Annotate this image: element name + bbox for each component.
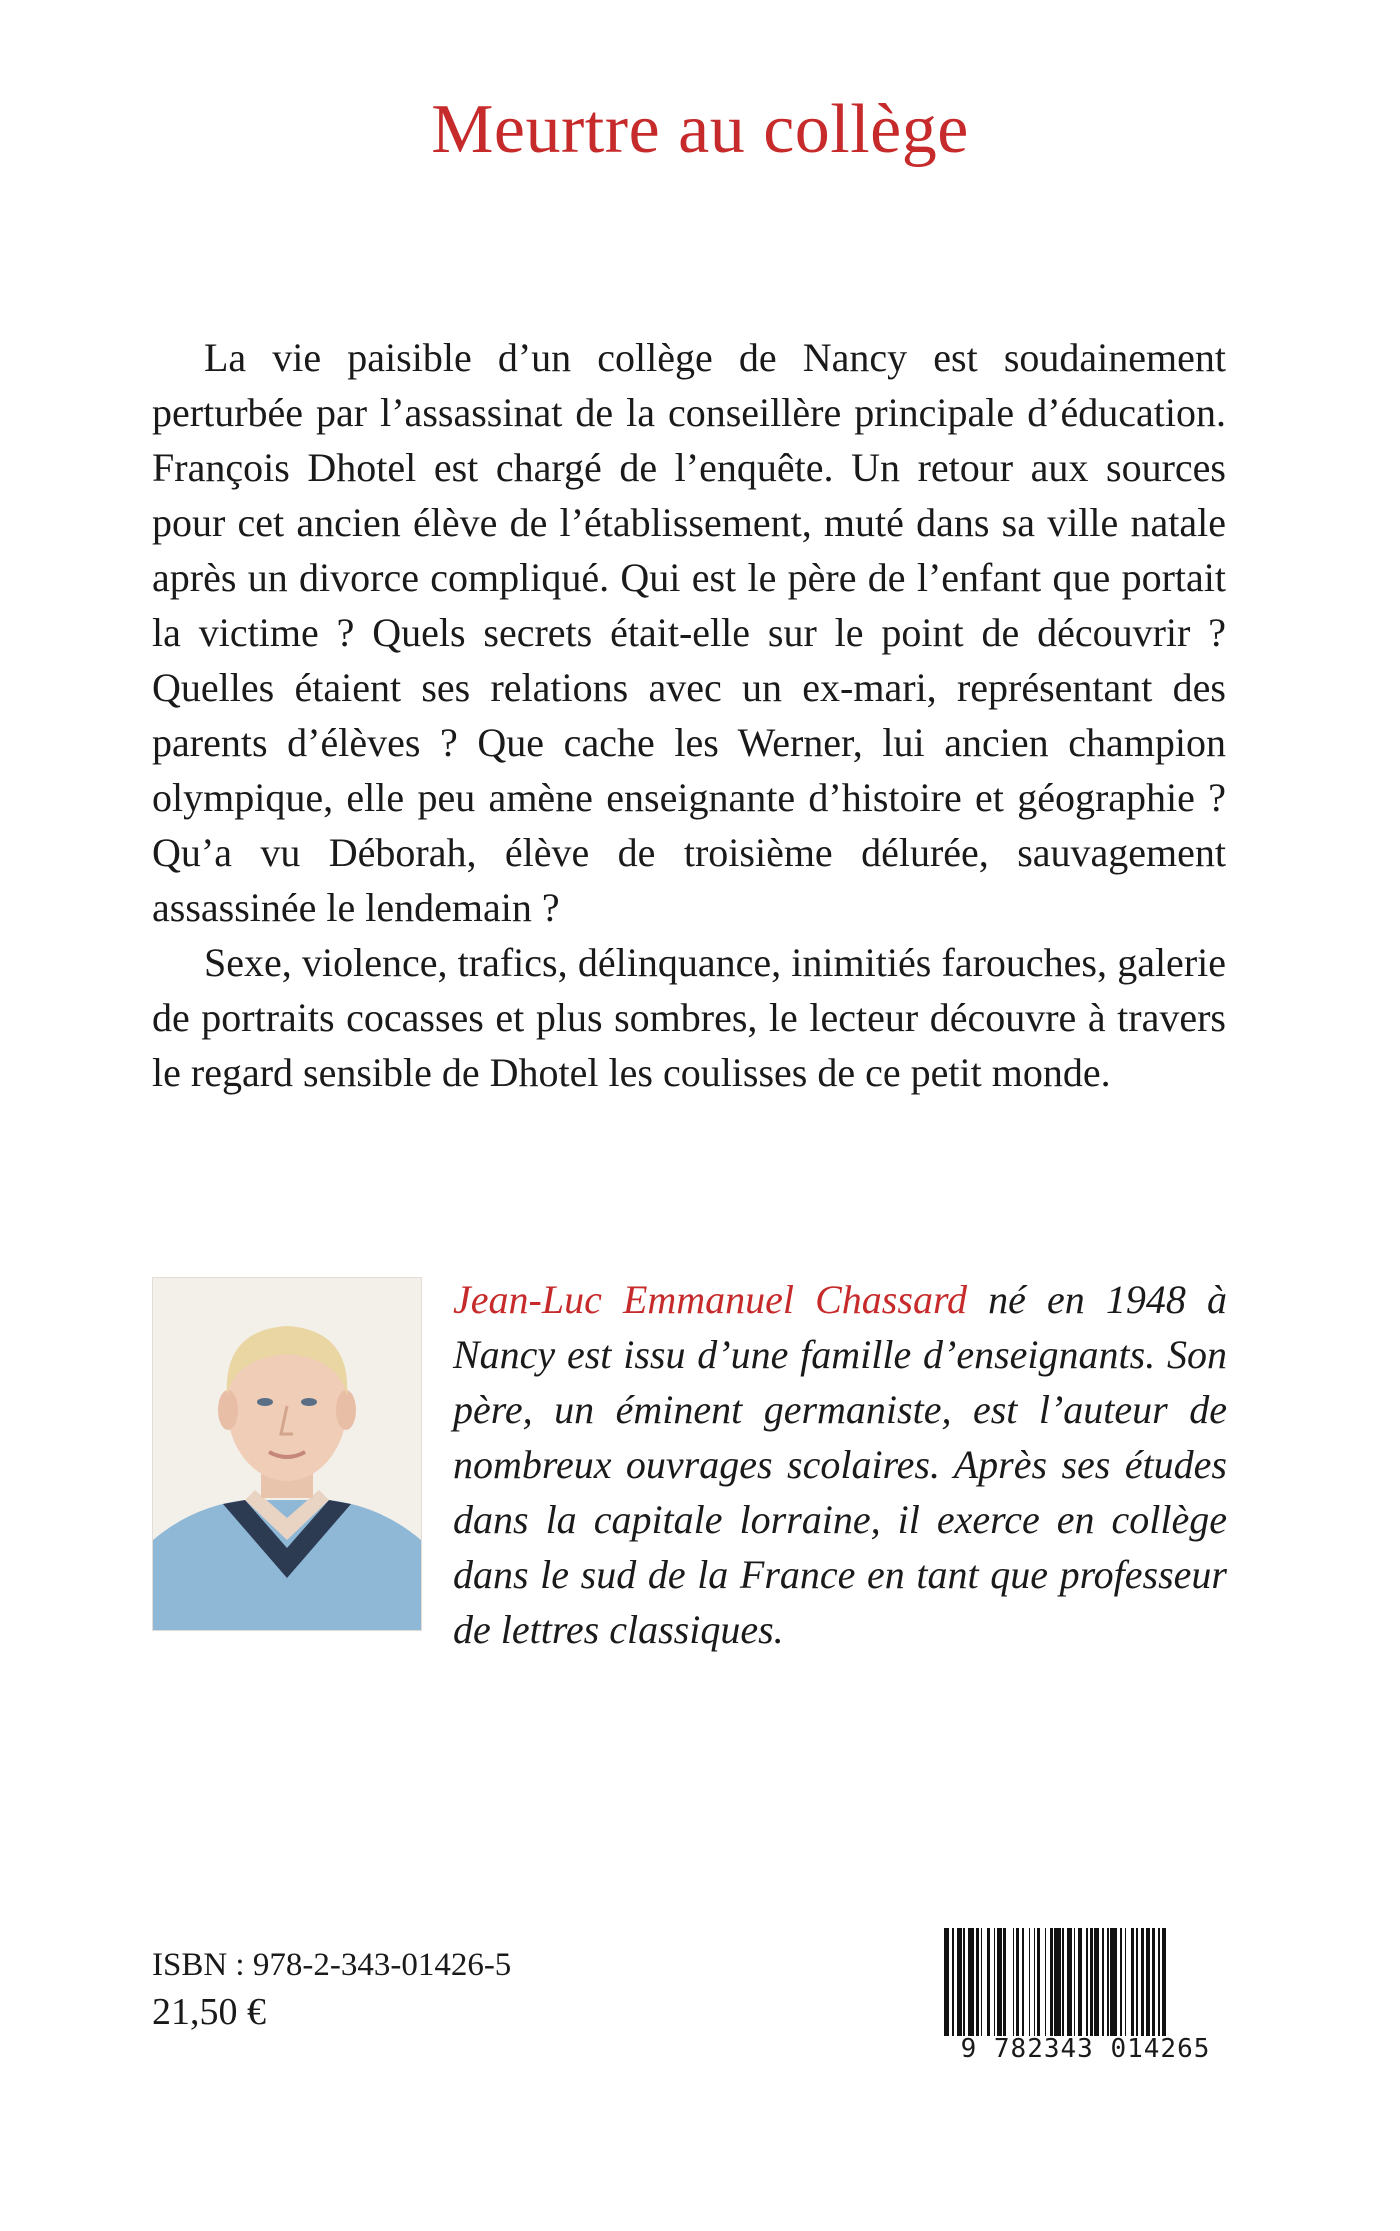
barcode-bar (1034, 1928, 1036, 2036)
barcode-bar (981, 1928, 983, 2036)
barcode-bar (1054, 1928, 1060, 2036)
blurb-paragraph: Sexe, violence, trafics, délinquance, inimitiés farouches, galerie de portraits cocasses et plus sombres, le lecteur découvre à travers le regard sensible de Dhotel les coulisses de ce petit monde. (152, 940, 1226, 1095)
barcode-bar (944, 1928, 949, 2036)
barcode-digits: 9 782343 014265 (960, 2034, 1211, 2064)
back-cover-blurb (152, 330, 1226, 1100)
author-name: Jean-Luc Emmanuel Chassard (453, 1277, 968, 1322)
barcode-bar (963, 1928, 965, 2036)
barcode-bar (952, 1928, 954, 2036)
barcode-bar (1158, 1928, 1160, 2036)
barcode-bar (1102, 1928, 1104, 2036)
barcode-bar (1141, 1928, 1144, 2036)
barcode-bar (1062, 1928, 1064, 2036)
barcode-bar (1074, 1928, 1076, 2036)
barcode-bar (1162, 1928, 1167, 2036)
barcode-bar (1022, 1928, 1024, 2036)
barcode-bar (976, 1928, 979, 2036)
barcode-bar (1136, 1928, 1138, 2036)
barcode-bar (997, 1928, 1002, 2036)
barcode-bar (1003, 1928, 1006, 2036)
barcode-bar (1152, 1928, 1155, 2036)
barcode-bar (1146, 1928, 1151, 2036)
author-portrait-icon (153, 1278, 421, 1630)
barcode-bar (994, 1928, 996, 2036)
barcode-bar (1107, 1928, 1109, 2036)
author-photo (152, 1277, 422, 1631)
barcode-bar (1120, 1928, 1122, 2036)
barcode-bar (1090, 1928, 1093, 2036)
author-bio-text: né en 1948 à Nancy est issu d’une famille d’enseignants. Son père, un éminent germaniste, est l’auteur de nombreux ouvrages scolaires. Après ses études dans la capitale lorraine, il exerce en collège dans le sud de la France en tant que professeur de lettres classiques. (453, 1277, 1227, 1652)
barcode-bar (1131, 1928, 1134, 2036)
barcode-bar (1016, 1928, 1019, 2036)
barcode-bar (1110, 1928, 1116, 2036)
barcode-bar (957, 1928, 962, 2036)
isbn: ISBN : 978-2-343-01426-5 (152, 1947, 512, 1983)
barcode-bar (1045, 1928, 1047, 2036)
barcode-bar (1037, 1928, 1040, 2036)
barcode-bar (1125, 1928, 1127, 2036)
book-title: Meurtre au collège (431, 91, 969, 168)
barcode-bars (944, 1928, 1227, 2036)
barcode-bar (987, 1928, 990, 2036)
barcode-bar (1029, 1928, 1031, 2036)
barcode-bar (1013, 1928, 1015, 2036)
barcode-bar (1067, 1928, 1072, 2036)
barcode-bar (1094, 1928, 1099, 2036)
barcode-bar (1050, 1928, 1053, 2036)
price: 21,50 € (152, 1991, 266, 2033)
blurb-paragraph: La vie paisible d’un collège de Nancy est soudainement perturbée par l’assassinat de la conseillère principale d’éducation. François Dhotel est chargé de l’enquête. Un retour aux sources pour cet ancien élève de l’établissement, muté dans sa ville natale après un divorce compliqué. Qui est le père de l’enfant que portait la victime ? Quels secrets était-elle sur le point de découvrir ? Quelles étaient ses relations avec un ex-mari, représentant des parents d’élèves ? Que cache les Werner, lui ancien champion olympique, elle peu amène enseignante d’histoire et géographie ? Qu’a vu Déborah, élève de troisième délurée, sauvagement assassinée le lendemain ? (152, 335, 1226, 930)
barcode-bar (1086, 1928, 1088, 2036)
barcode-bar (968, 1928, 974, 2036)
barcode-bar (1078, 1928, 1081, 2036)
author-bio (453, 1272, 1227, 1657)
barcode (944, 1928, 1227, 2063)
